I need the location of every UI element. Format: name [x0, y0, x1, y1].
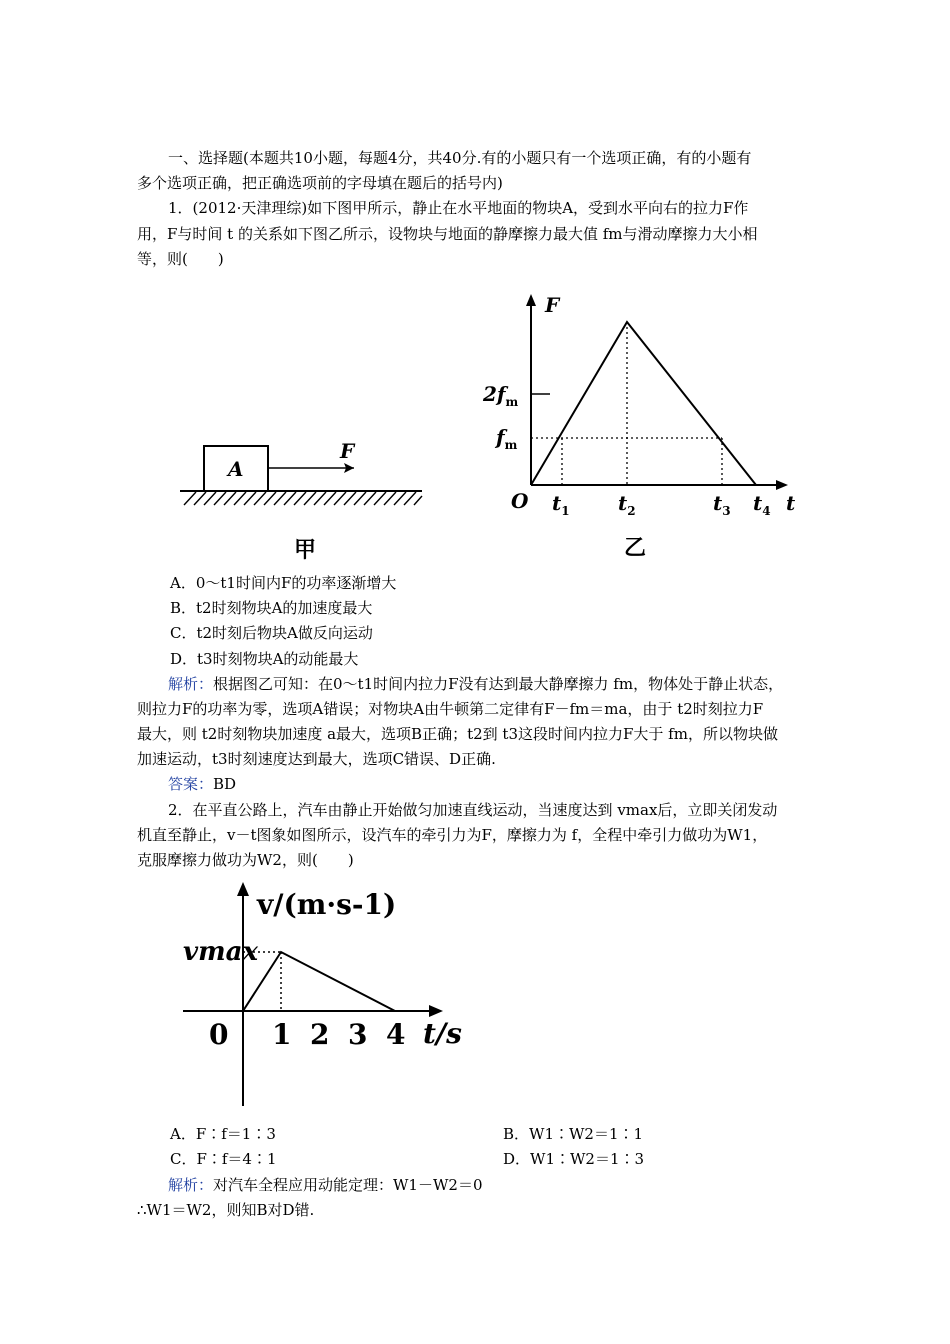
- tick-label-t4: $t_4$: [753, 491, 771, 518]
- q1-option-b: B．t2时刻物块A的加速度最大: [170, 599, 373, 617]
- y-tick-label-vmax: vmax: [183, 937, 258, 967]
- y-axis-arrow: [237, 882, 249, 896]
- v-t-series-line: [243, 952, 395, 1011]
- tick-label-t2: $t_2$: [618, 491, 636, 518]
- q2-stem-line2: 机直至静止，v－t图象如图所示，设汽车的牵引力为F，摩擦力为 f，全程中牵引力做功为W1，: [137, 826, 768, 844]
- x-tick-label-1: 1: [272, 1018, 292, 1051]
- x-tick-labels: [209, 1018, 405, 1051]
- q1-answer-value: BD: [213, 775, 237, 793]
- x-tick-label-3: 3: [348, 1018, 368, 1051]
- q1-stem-line2: 用，F与时间 t 的关系如下图乙所示，设物块与地面的静摩擦力最大值 fm与滑动摩擦力大小相: [137, 225, 758, 243]
- q2-option-c: C．F∶f＝4∶1: [170, 1150, 277, 1168]
- force-label: F: [340, 439, 355, 463]
- q2-option-b: B．W1∶W2＝1∶1: [503, 1125, 644, 1143]
- q1-answer: [168, 774, 236, 794]
- q1-analysis-line1: 解析：根据图乙可知：在0～t1时间内拉力F没有达到最大静摩擦力 fm，物体处于静止状态，: [168, 675, 784, 693]
- caption-yi: 乙: [624, 535, 647, 561]
- f-t-curve: [531, 322, 756, 485]
- y-axis-label: F: [545, 293, 560, 317]
- tick-label-t3: $t_3$: [713, 491, 731, 518]
- x-axis-arrow: [429, 1005, 443, 1017]
- y-axis-label: v/(m·s-1): [257, 888, 397, 921]
- q1-analysis-line3: 最大，则 t2时刻物块加速度 a最大，选项B正确；t2到 t3这段时间内拉力F大于 fm，所以物块做: [137, 725, 778, 743]
- q1-analysis-label: 解析：: [168, 675, 214, 693]
- origin-label: O: [511, 489, 529, 513]
- q1-stem-line3: 等，则( ): [137, 250, 224, 268]
- x-axis-label: t/s: [423, 1017, 462, 1050]
- q2-analysis-line2: ∴W1＝W2，则知B对D错.: [137, 1201, 315, 1219]
- q2-analysis-label: 解析：: [168, 1176, 214, 1194]
- ground-hatching: [184, 492, 422, 505]
- q1-analysis-line4: 加速运动，t3时刻速度达到最大，选项C错误、D正确.: [137, 750, 496, 768]
- q2-option-d: D．W1∶W2＝1∶3: [503, 1150, 645, 1168]
- v-t-chart: [175, 878, 475, 1110]
- caption-jia: 甲: [294, 537, 317, 563]
- figure-jia: [170, 430, 430, 570]
- x-tick-label-4: 4: [386, 1018, 406, 1051]
- block-a-label: A: [228, 457, 244, 481]
- q1-analysis-line2: 则拉力F的功率为零，选项A错误；对物块A由牛顿第二定律有F－fm＝ma，由于 t2时刻拉力F: [137, 700, 764, 718]
- y-axis-arrow: [526, 294, 536, 306]
- q2-stem-line3: 克服摩擦力做功为W2，则( ): [137, 851, 354, 869]
- q1-answer-label: 答案：: [168, 775, 214, 793]
- tick-label-t1: $t_1$: [552, 491, 570, 518]
- tick-label-2fm: $2f_m$: [483, 382, 519, 409]
- q2-stem-line1: 2．在平直公路上，汽车由静止开始做匀加速直线运动，当速度达到 vmax后，立即关闭发动: [168, 801, 778, 819]
- figure-yi: [478, 290, 810, 570]
- x-axis-label: t: [786, 491, 796, 515]
- q2-option-a: A．F∶f＝1∶3: [170, 1125, 276, 1143]
- section-header-line2: 多个选项正确，把正确选项前的字母填在题后的括号内): [137, 174, 503, 192]
- q1-option-c: C．t2时刻后物块A做反向运动: [170, 624, 373, 642]
- q1-option-a: A．0～t1时间内F的功率逐渐增大: [170, 574, 397, 592]
- x-tick-label-2: 2: [310, 1018, 330, 1051]
- q1-option-d: D．t3时刻物块A的动能最大: [170, 650, 359, 668]
- q2-analysis-line1: 解析：对汽车全程应用动能定理：W1－W2＝0: [168, 1176, 483, 1194]
- x-axis-arrow: [776, 480, 788, 490]
- tick-label-fm: $f_m$: [496, 425, 518, 452]
- x-tick-label-0: 0: [209, 1018, 229, 1051]
- section-header-line1: 一、选择题(本题共10小题，每题4分，共40分.有的小题只有一个选项正确，有的小题有: [168, 149, 752, 167]
- q1-stem-line1: 1．(2012·天津理综)如下图甲所示，静止在水平地面的物块A，受到水平向右的拉力F作: [168, 199, 749, 217]
